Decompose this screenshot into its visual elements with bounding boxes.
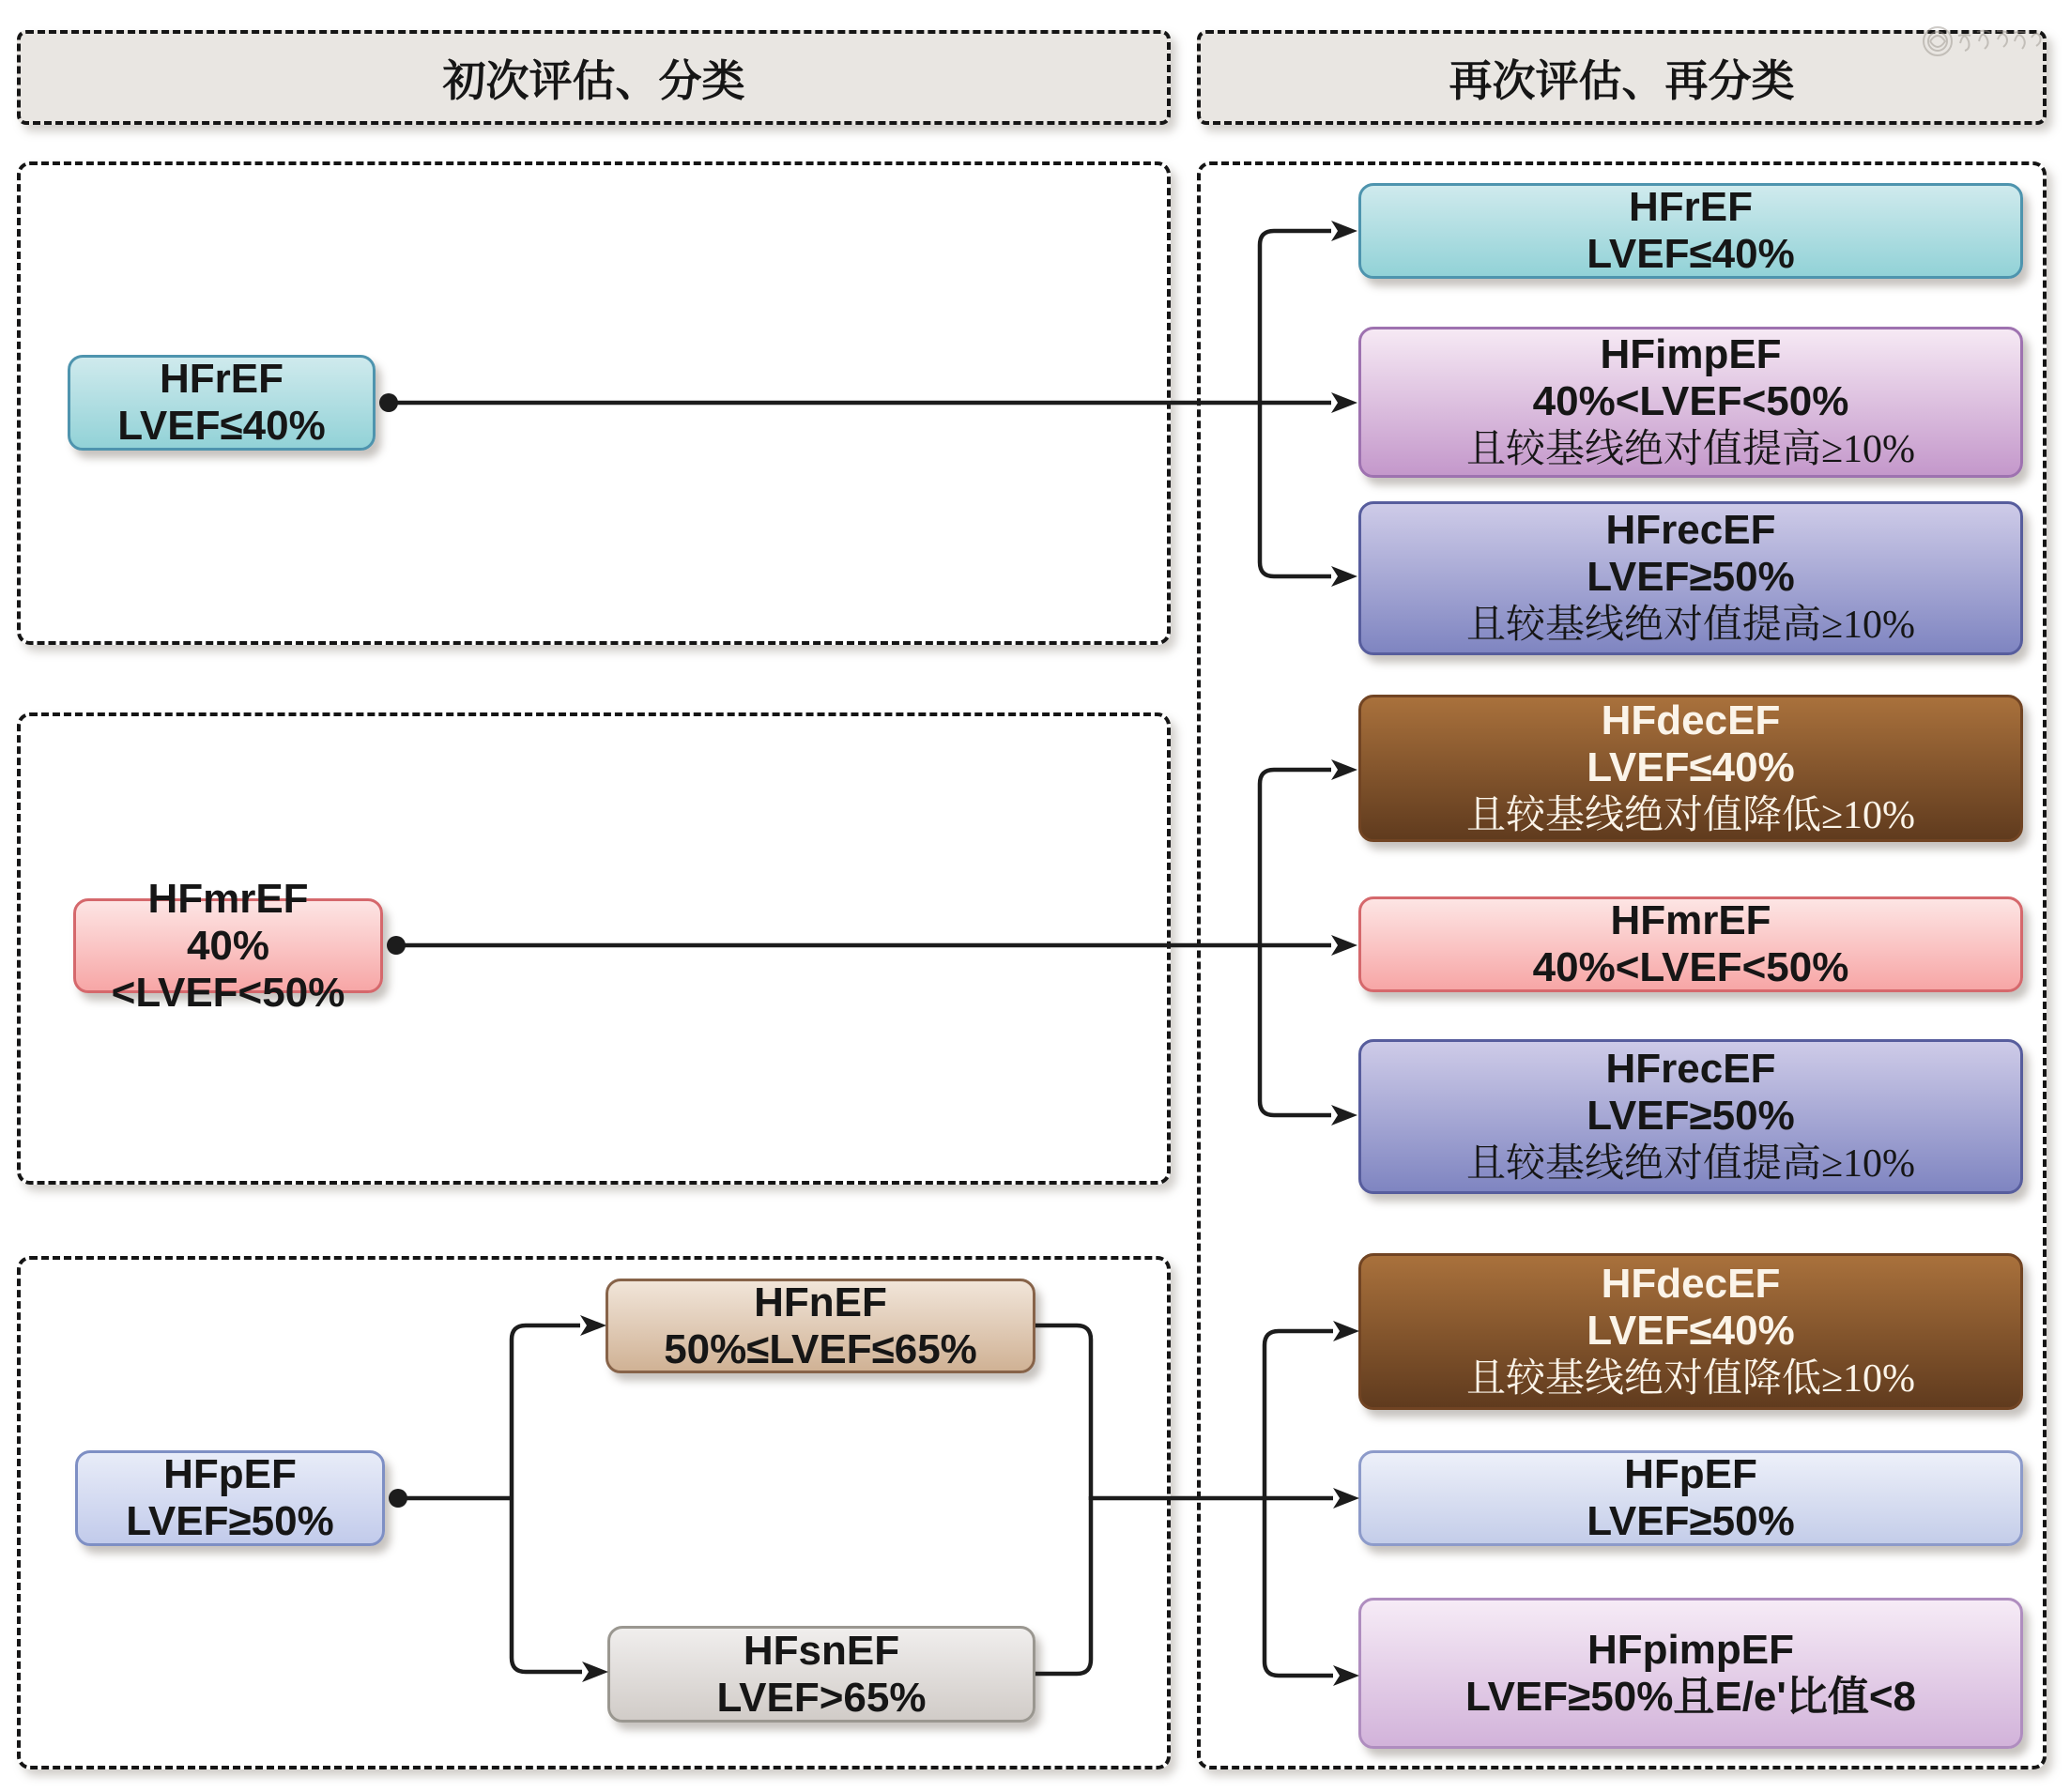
node-label: HFpEF bbox=[1624, 1451, 1757, 1497]
node-criteria: 40%<LVEF<50% bbox=[111, 922, 345, 1016]
node-hfpimpef bbox=[1358, 1598, 2023, 1749]
node-label: HFpimpEF bbox=[1587, 1626, 1794, 1673]
node-hfpef-initial bbox=[75, 1450, 385, 1546]
node-criteria-2: 且较基线绝对值降低≥10% bbox=[1465, 1356, 1916, 1401]
node-label: HFmrEF bbox=[1610, 897, 1771, 943]
node-hfmref-reassessed bbox=[1358, 896, 2023, 992]
node-label: HFrecEF bbox=[1605, 507, 1776, 553]
node-hfref-initial bbox=[68, 355, 376, 451]
node-criteria: LVEF≥50%且E/e'比值<8 bbox=[1464, 1673, 1917, 1720]
node-label: HFnEF bbox=[754, 1279, 887, 1325]
node-criteria: LVEF≥50% bbox=[1587, 1092, 1795, 1139]
node-label: HFdecEF bbox=[1601, 1260, 1781, 1307]
node-label: HFsnEF bbox=[743, 1627, 900, 1674]
node-label: HFrEF bbox=[160, 356, 284, 402]
node-hfdecef-from-hfmref bbox=[1358, 695, 2023, 842]
node-criteria-2: 且较基线绝对值降低≥10% bbox=[1465, 793, 1916, 837]
node-criteria-2: 且较基线绝对值提高≥10% bbox=[1465, 427, 1916, 471]
node-hfref-reassessed bbox=[1358, 183, 2023, 279]
node-criteria: LVEF>65% bbox=[716, 1674, 927, 1721]
node-criteria: LVEF≥50% bbox=[1587, 1498, 1795, 1544]
node-hfsnef bbox=[607, 1626, 1035, 1723]
node-label: HFrecEF bbox=[1605, 1045, 1776, 1092]
node-hfpef-reassessed bbox=[1358, 1450, 2023, 1546]
node-criteria: LVEF≥50% bbox=[126, 1498, 334, 1544]
node-criteria: LVEF≤40% bbox=[1587, 743, 1795, 790]
node-label: HFimpEF bbox=[1600, 330, 1782, 377]
node-criteria: LVEF≤40% bbox=[1587, 231, 1795, 277]
node-criteria: 50%≤LVEF≤65% bbox=[664, 1325, 977, 1372]
node-label: HFdecEF bbox=[1601, 697, 1781, 743]
panel-header-initial: 初次评估、分类 bbox=[17, 30, 1171, 125]
panel-header-reassessment: 再次评估、再分类 bbox=[1197, 30, 2047, 125]
node-hfrecef-from-hfmref bbox=[1358, 1039, 2023, 1194]
node-hfrecef-from-hfref bbox=[1358, 501, 2023, 655]
node-criteria: 40%<LVEF<50% bbox=[1532, 944, 1849, 990]
node-hfdecef-from-hfpef bbox=[1358, 1253, 2023, 1410]
watermark-icon bbox=[1921, 13, 2052, 68]
node-hfimpef bbox=[1358, 327, 2023, 478]
node-hfnef bbox=[606, 1279, 1035, 1373]
node-criteria: 40%<LVEF<50% bbox=[1532, 377, 1849, 424]
node-hfmref-initial bbox=[73, 875, 383, 1016]
node-criteria: LVEF≤40% bbox=[1587, 1307, 1795, 1354]
node-criteria: LVEF≥50% bbox=[1587, 554, 1795, 600]
node-criteria: LVEF≤40% bbox=[117, 403, 326, 449]
node-label: HFrEF bbox=[1629, 184, 1753, 230]
node-label: HFmrEF bbox=[147, 875, 309, 922]
node-criteria-2: 且较基线绝对值提高≥10% bbox=[1465, 604, 1916, 647]
node-criteria-2: 且较基线绝对值提高≥10% bbox=[1465, 1141, 1916, 1186]
node-label: HFpEF bbox=[163, 1451, 297, 1497]
